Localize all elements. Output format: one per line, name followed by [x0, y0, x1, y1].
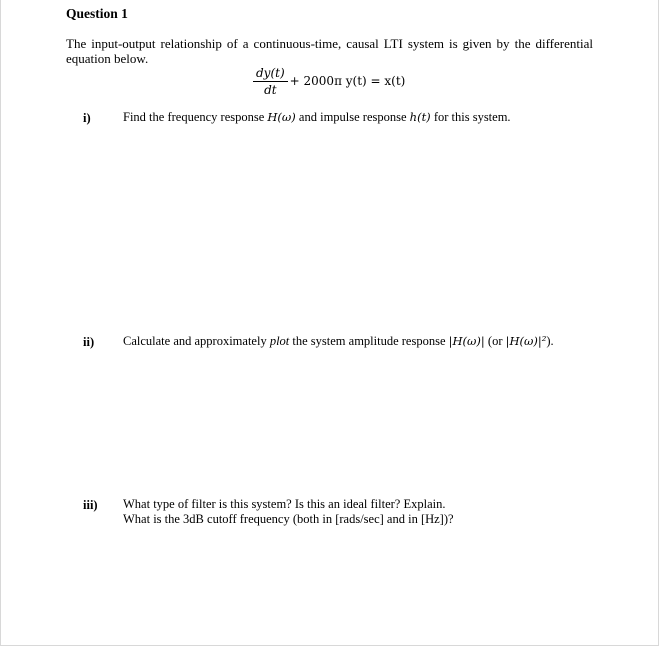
squared-amplitude-symbol: |H(ω)|² — [505, 334, 547, 348]
intro-line-2: equation below. — [66, 50, 149, 66]
part-ii-label: ii) — [83, 335, 95, 349]
part-ii-text — [123, 334, 554, 349]
question-intro — [66, 37, 593, 66]
part-ii-text-d: ). — [546, 334, 554, 348]
part-i-text-b: and impulse response — [295, 110, 410, 124]
part-ii-text-c: (or — [484, 334, 506, 348]
intro-line-1: The input-output relationship of a continuous-time, causal LTI system is given by the differential — [66, 36, 593, 51]
part-i-text-c: for this system. — [430, 110, 511, 124]
part-ii-text-b: the system amplitude response — [289, 334, 449, 348]
differential-equation — [253, 66, 405, 97]
part-iii-line-1: What type of filter is this system? Is this an ideal filter? Explain. — [123, 497, 446, 511]
question-heading: Question 1 — [66, 6, 128, 21]
part-iii-text — [123, 497, 454, 527]
part-i-label: i) — [83, 111, 91, 125]
fraction-numerator: dy(t) — [253, 66, 288, 82]
part-i-text-a: Find the frequency response — [123, 110, 268, 124]
impulse-response-symbol: h(t) — [409, 110, 431, 124]
part-i-text — [123, 110, 511, 125]
part-iii-line-2: What is the 3dB cutoff frequency (both in [rads/sec] and in [Hz])? — [123, 512, 454, 526]
equation-rest: + 2000π y(t) = x(t) — [289, 73, 406, 88]
plot-emphasis: plot — [269, 334, 290, 348]
frequency-response-symbol: H(ω) — [267, 110, 296, 124]
part-ii-text-a: Calculate and approximately — [123, 334, 270, 348]
derivative-fraction — [253, 66, 288, 97]
fraction-denominator: dt — [264, 83, 277, 97]
amplitude-response-symbol: |H(ω)| — [448, 334, 485, 348]
part-iii-label: iii) — [83, 498, 98, 512]
